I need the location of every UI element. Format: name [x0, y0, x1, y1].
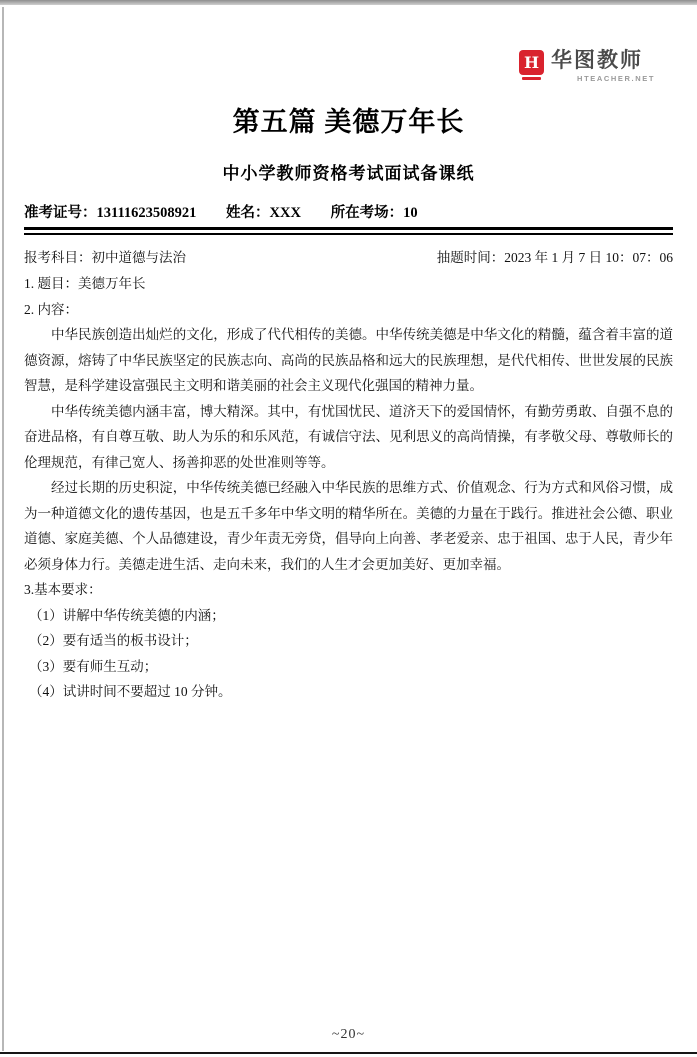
huatu-monogram-icon: H — [519, 50, 544, 75]
header-double-rule — [24, 227, 673, 235]
requirement-item-4: （4）试讲时间不要超过 10 分钟。 — [29, 684, 232, 699]
document-title: 第五篇 美德万年长 — [232, 107, 465, 137]
exam-room-value: 10 — [403, 205, 418, 221]
scan-edge-bottom — [0, 1052, 697, 1054]
exam-room-label: 所在考场： — [330, 205, 404, 221]
logo-brand-name: 华图教师 — [551, 49, 644, 72]
content-heading-line: 2. 内容： — [24, 301, 78, 317]
name-pair — [226, 205, 301, 221]
content-paragraph-1: 中华民族创造出灿烂的文化，形成了代代相传的美德。中华传统美德是中华文化的精髓，蕴含着丰富的道德资源，熔铸了中华民族坚定的民族志向、高尚的民族品格和远大的民族理想，是代代相传、世世发展的民族智慧，是科学建设富强民主文明和谐美丽的社会主义现代化强国的精神力量。 — [24, 327, 673, 393]
draw-time-value: 2023 年 1 月 7 日 10：07：06 — [504, 250, 673, 265]
logo-domain-text: HTEACHER.NET — [577, 74, 655, 83]
draw-time-pair — [437, 246, 673, 266]
logo-mark — [519, 50, 544, 80]
document-subtitle: 中小学教师资格考试面试备课纸 — [222, 164, 475, 183]
subject-label: 报考科目： — [24, 250, 92, 265]
exam-room-pair — [331, 205, 418, 221]
candidate-info-row — [24, 201, 673, 222]
requirement-item-1: （1）讲解中华传统美德的内涵； — [29, 607, 225, 623]
question-title-line: 1. 题目：美德万年长 — [24, 276, 146, 291]
ticket-number-value: 13111623508921 — [96, 205, 197, 221]
draw-time-label: 抽题时间： — [436, 250, 505, 265]
ticket-number-pair — [24, 205, 196, 221]
subject-value: 初中道德与法治 — [91, 250, 186, 265]
huatu-teacher-logo — [519, 50, 655, 83]
document-body — [24, 271, 673, 705]
requirements-heading-line: 3.基本要求： — [24, 582, 102, 597]
requirement-item-3: （3）要有师生互动； — [29, 658, 158, 674]
name-label: 姓名： — [226, 205, 270, 221]
exam-meta-row — [24, 246, 673, 266]
subject-pair — [24, 246, 186, 266]
ticket-number-label: 准考证号： — [24, 205, 97, 221]
content-paragraph-2: 中华传统美德内涵丰富，博大精深。其中，有忧国忧民、道济天下的爱国情怀，有勤劳勇敢、自强不息的奋进品格，有自尊互敬、助人为乐的和乐风范，有诚信守法、见利思义的高尚情操，有孝敬父母、尊敬师长的伦理规范，有律己宽人、扬善抑恶的处世准则等等。 — [24, 403, 673, 470]
logo-text — [551, 50, 655, 83]
name-value: XXX — [269, 205, 301, 221]
content-paragraph-3: 经过长期的历史积淀，中华传统美德已经融入中华民族的思维方式、价值观念、行为方式和风俗习惯，成为一种道德文化的遗传基因，也是五千多年中华文明的精华所在。美德的力量在于践行。推进社会公德、职业道德、家庭美德、个人品德建设，青少年责无旁贷，倡导向上向善、孝老爱亲、忠于祖国、忠于人民，青少年必须身体力行。美德走进生活、走向未来，我们的人生才会更加美好、更加幸福。 — [24, 480, 673, 572]
logo-caption-bar — [522, 77, 541, 80]
requirement-item-2: （2）要有适当的板书设计； — [29, 633, 198, 648]
page-number: ~20~ — [331, 1027, 366, 1042]
